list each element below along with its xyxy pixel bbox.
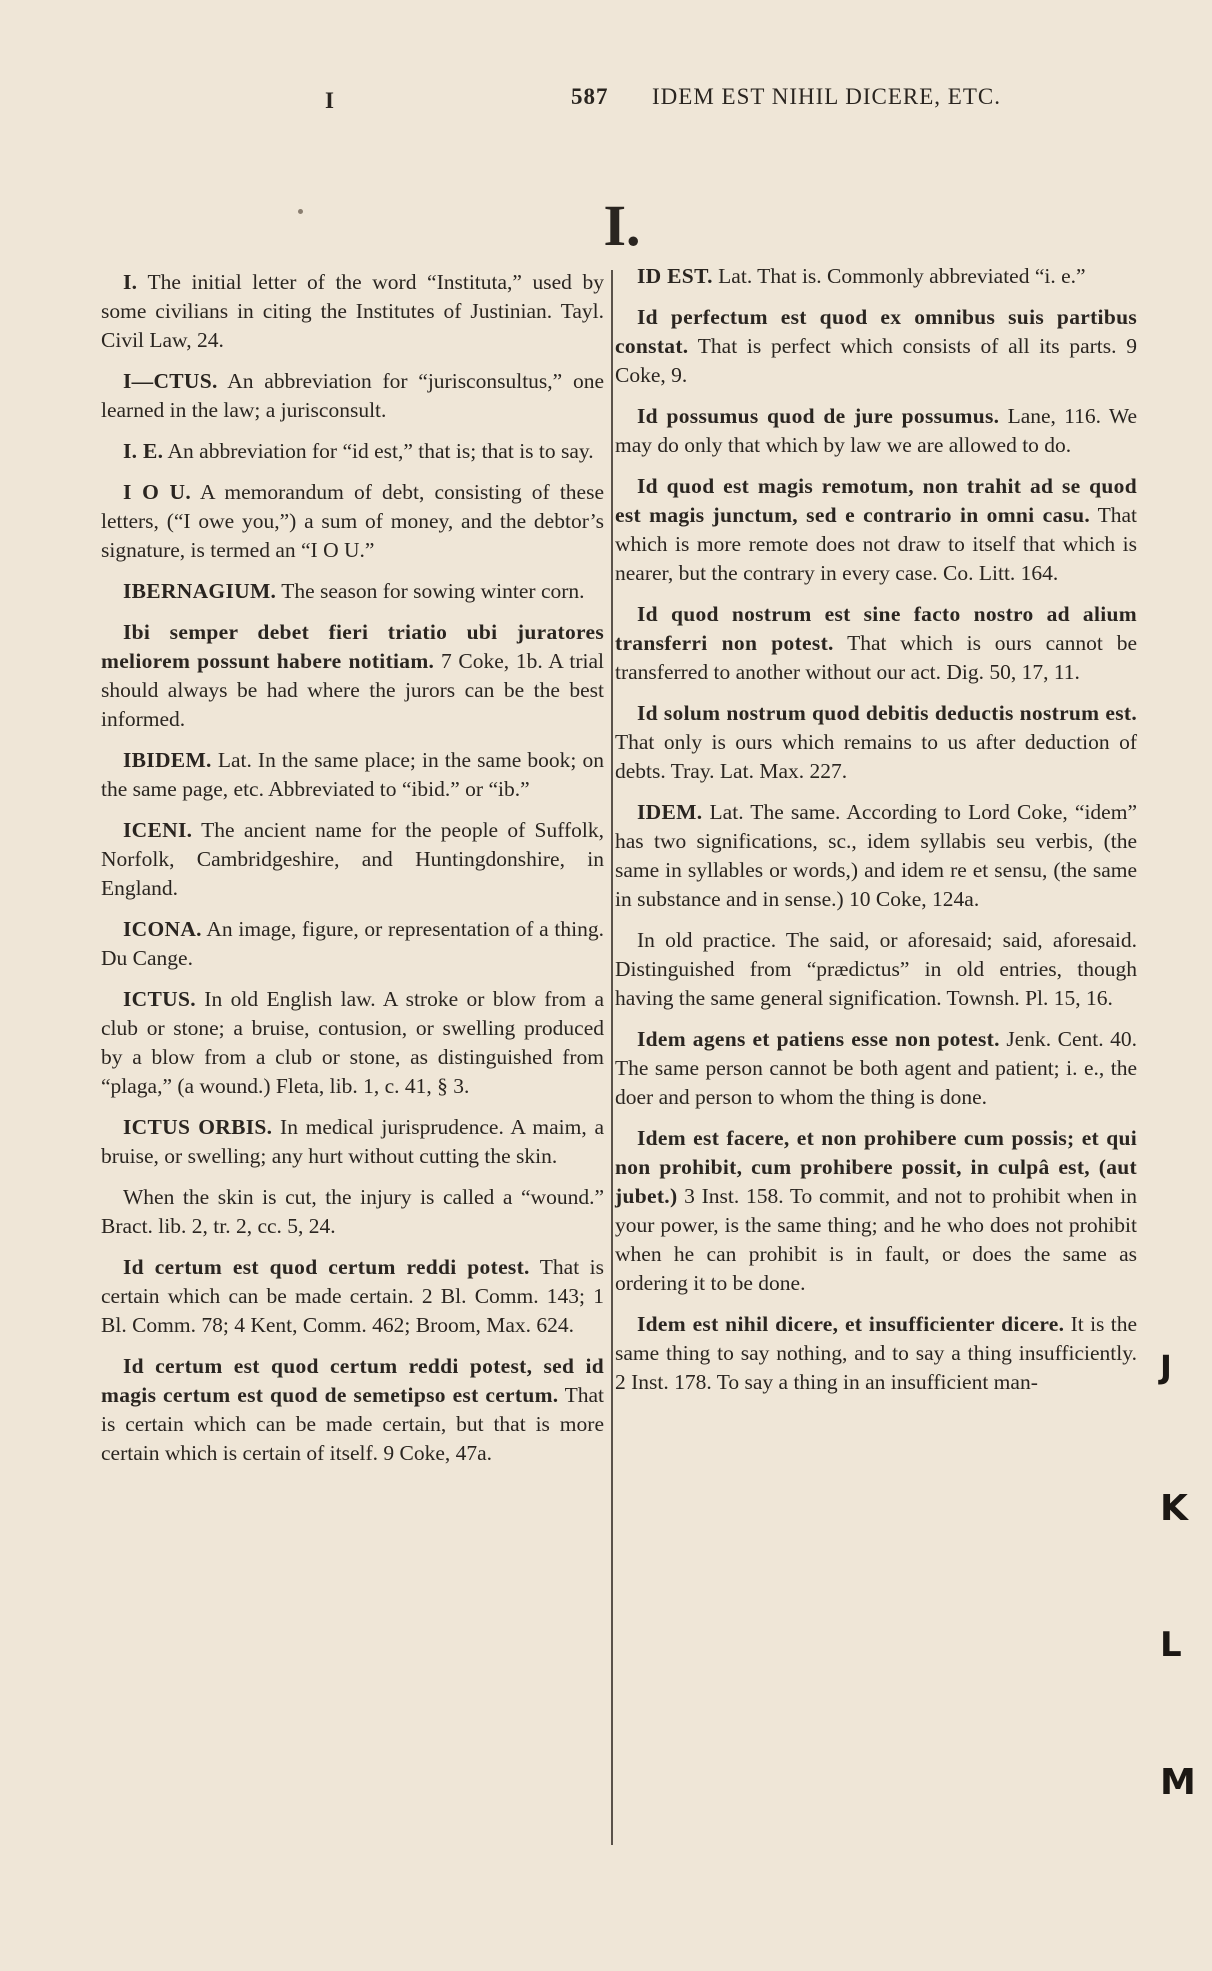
header-letter: I [325, 88, 335, 113]
dictionary-entry [101, 478, 604, 565]
dictionary-entry [101, 437, 604, 466]
entry-text: Jenk. Cent. 40. The same person cannot be both agent and patient; i. e., the doer and person to whom the thing is done. [615, 1027, 1137, 1109]
running-header [0, 84, 1212, 124]
entry-headword: ICONA. [123, 917, 202, 941]
entry-text: 3 Inst. 158. To commit, and not to prohibit when in your power, is the same thing; and he who does not prohibit when he can prohibit is in fault, or does the same as ordering it to be done. [615, 1184, 1137, 1295]
entry-text: Lat. The same. According to Lord Coke, “idem” has two significations, sc., idem syllabis seu verbis, (the same in syllables or words,) and idem re et sensu, (the same in substance and in sense.) 10 Coke, 124a. [615, 800, 1137, 911]
entry-headword: Id solum nostrum quod debitis deductis nostrum est. [637, 701, 1137, 725]
dictionary-entry [101, 1113, 604, 1171]
entry-text: Lat. That is. Commonly abbreviated “i. e.” [712, 264, 1086, 288]
entry-headword: IDEM. [637, 800, 703, 824]
entry-text: When the skin is cut, the injury is called a “wound.” Bract. lib. 2, tr. 2, cc. 5, 24. [101, 1185, 604, 1238]
entry-text: Lane, 116. We may do only that which by law we are allowed to do. [615, 404, 1137, 457]
entry-headword: Id quod est magis remotum, non trahit ad se quod est magis junctum, sed e contrario in omni casu. [615, 474, 1137, 527]
dictionary-entry [101, 746, 604, 804]
section-letter: I. [603, 193, 641, 258]
dictionary-entry [101, 268, 604, 355]
entry-text: The initial letter of the word “Instituta,” used by some civilians in citing the Institutes of Justinian. Tayl. Civil Law, 24. [101, 270, 604, 352]
dictionary-entry [101, 577, 604, 606]
entry-text: That is perfect which consists of all its parts. 9 Coke, 9. [615, 334, 1137, 387]
dictionary-entry [101, 1183, 604, 1241]
entry-headword: Id possumus quod de jure possumus. [637, 404, 1000, 428]
entry-headword: I. [123, 270, 138, 294]
dictionary-entry [615, 303, 1137, 390]
entry-text: An image, figure, or representation of a thing. Du Cange. [101, 917, 604, 970]
column-divider [611, 270, 613, 1845]
thumb-index-l[interactable]: L [1160, 1625, 1182, 1665]
entry-text: That which is more remote does not draw to itself that which is nearer, but the contrary in every case. Co. Litt. 164. [615, 503, 1137, 585]
entry-headword: IBERNAGIUM. [123, 579, 277, 603]
thumb-index-k[interactable]: K [1160, 1488, 1188, 1529]
entry-headword: ICENI. [123, 818, 193, 842]
entry-text: The season for sowing winter corn. [276, 579, 585, 603]
entry-headword: Id certum est quod certum reddi potest, sed id magis certum est quod de semetipso est certum. [101, 1354, 604, 1407]
entry-headword: ICTUS. [123, 987, 196, 1011]
thumb-index-j[interactable]: J [1160, 1348, 1172, 1386]
dictionary-entry [101, 1352, 604, 1468]
entry-headword: Idem est nihil dicere, et insufficienter dicere. [637, 1312, 1065, 1336]
entry-headword: Idem est facere, et non prohibere cum possis; et qui non prohibit, cum prohibere possit, in culpâ est, (aut jubet.) [615, 1126, 1137, 1208]
entry-headword: Id quod nostrum est sine facto nostro ad alium transferri non potest. [615, 602, 1137, 655]
entry-text: 7 Coke, 1b. A trial should always be had where the jurors can be the best informed. [101, 649, 604, 731]
entry-text: In old English law. A stroke or blow from a club or stone; a bruise, contusion, or swelling produced by a blow from a club or stone, as distinguished from “plaga,” (a wound.) Fleta, lib. 1, c. 41, § 3. [101, 987, 604, 1098]
dictionary-entry [615, 926, 1137, 1013]
entry-text: That which is ours cannot be transferred to another without our act. Dig. 50, 17, 11. [615, 631, 1137, 684]
dictionary-entry [101, 1253, 604, 1340]
entry-headword: I O U. [123, 480, 192, 504]
entry-text: That is certain which can be made certain. 2 Bl. Comm. 143; 1 Bl. Comm. 78; 4 Kent, Comm. 462; Broom, Max. 624. [101, 1255, 604, 1337]
dictionary-entry [101, 618, 604, 734]
dictionary-entry [615, 472, 1137, 588]
dictionary-entry [101, 985, 604, 1101]
entry-text: A memorandum of debt, consisting of these letters, (“I owe you,”) a sum of money, and the debtor’s signature, is termed an “I O U.” [101, 480, 604, 562]
entry-text: In medical jurisprudence. A maim, a bruise, or swelling; any hurt without cutting the skin. [101, 1115, 604, 1168]
entry-text: An abbreviation for “jurisconsultus,” one learned in the law; a jurisconsult. [101, 369, 604, 422]
dictionary-entry [615, 1310, 1137, 1397]
entry-headword: ID EST. [637, 264, 713, 288]
entry-text: The ancient name for the people of Suffolk, Norfolk, Cambridgeshire, and Huntingdonshire, in England. [101, 818, 604, 900]
entry-text: Lat. In the same place; in the same book; on the same page, etc. Abbreviated to “ibid.” or “ib.” [101, 748, 604, 801]
dictionary-entry [101, 367, 604, 425]
entry-text: That is certain which can be made certain, but that is more certain which is certain of itself. 9 Coke, 47a. [101, 1383, 604, 1465]
entry-headword: Id perfectum est quod ex omnibus suis partibus constat. [615, 305, 1137, 358]
thumb-index-m[interactable]: M [1160, 1762, 1196, 1803]
right-column [615, 262, 1137, 1409]
page-number: 587 [571, 84, 609, 109]
entry-headword: Idem agens et patiens esse non potest. [637, 1027, 1000, 1051]
dictionary-entry [615, 262, 1137, 291]
dictionary-entry [101, 915, 604, 973]
entry-text: That only is ours which remains to us after deduction of debts. Tray. Lat. Max. 227. [615, 730, 1137, 783]
entry-headword: IBIDEM. [123, 748, 212, 772]
dictionary-entry [615, 402, 1137, 460]
entry-text: An abbreviation for “id est,” that is; that is to say. [163, 439, 594, 463]
left-column [101, 268, 604, 1480]
dictionary-entry [101, 816, 604, 903]
dictionary-entry [615, 798, 1137, 914]
entry-text: It is the same thing to say nothing, and to say a thing insufficiently. 2 Inst. 178. To say a thing in an insufficient man- [615, 1312, 1137, 1394]
entry-headword: Ibi semper debet fieri triatio ubi juratores meliorem possunt habere notitiam. [101, 620, 604, 673]
dictionary-entry [615, 600, 1137, 687]
entry-headword: I—CTUS. [123, 369, 218, 393]
dictionary-entry [615, 1124, 1137, 1298]
dictionary-entry [615, 699, 1137, 786]
entry-headword: Id certum est quod certum reddi potest. [123, 1255, 530, 1279]
entry-headword: ICTUS ORBIS. [123, 1115, 273, 1139]
entry-text: In old practice. The said, or aforesaid; said, aforesaid. Distinguished from “prædictus” in old entries, though having the same general signification. Townsh. Pl. 15, 16. [615, 928, 1137, 1010]
running-title: IDEM EST NIHIL DICERE, ETC. [652, 84, 1001, 109]
dictionary-entry [615, 1025, 1137, 1112]
entry-headword: I. E. [123, 439, 164, 463]
